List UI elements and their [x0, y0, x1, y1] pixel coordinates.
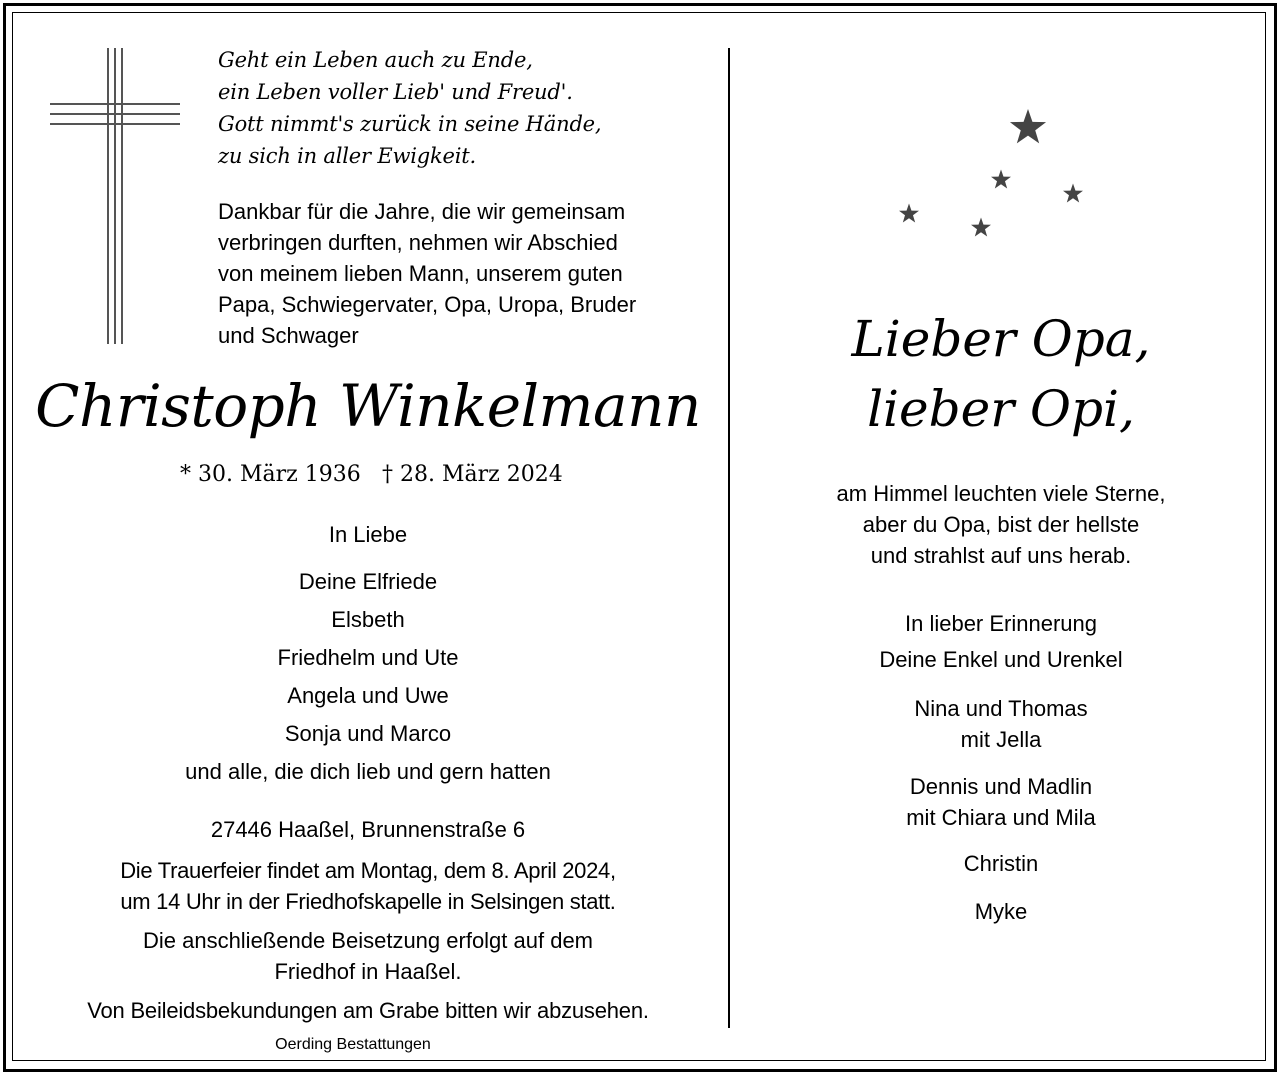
- funeral-info: [0, 855, 736, 917]
- mourner: Sonja und Marco: [284, 721, 452, 746]
- mourner: und alle, die dich lieb und gern hatten: [185, 759, 551, 784]
- thanks-line: und Schwager: [218, 323, 359, 348]
- verse: [218, 44, 601, 172]
- stars-decoration: [880, 100, 1100, 250]
- in-love-text: In Liebe: [328, 522, 408, 547]
- burial-info: [0, 925, 736, 987]
- mourner: Angela und Uwe: [287, 683, 449, 708]
- verse-line: ein Leben voller Lieb' und Freud'.: [218, 80, 573, 104]
- grandchild-group: [736, 771, 1266, 833]
- funeral-line: um 14 Uhr in der Friedhofskapelle in Selsingen statt.: [120, 889, 616, 914]
- deceased-name: Christoph Winkelmann: [35, 372, 701, 440]
- verse-line: Gott nimmt's zurück in seine Hände,: [218, 112, 602, 136]
- death-date: † 28. März 2024: [382, 462, 563, 487]
- star-icon: [991, 170, 1011, 189]
- stars-line: und strahlst auf uns herab.: [870, 543, 1132, 568]
- burial-line: Die anschließende Beisetzung erfolgt auf dem: [142, 928, 594, 953]
- undertaker: Oerding Bestattungen: [275, 1036, 431, 1053]
- memory-line: Deine Enkel und Urenkel: [879, 647, 1123, 672]
- in-love-label: [0, 520, 736, 550]
- grandchild-line: mit Jella: [960, 727, 1042, 752]
- thanks-line: von meinem lieben Mann, unserem guten: [218, 261, 623, 286]
- opa-title-line: lieber Opi,: [867, 380, 1135, 438]
- grandchild-line: Dennis und Madlin: [909, 774, 1093, 799]
- grandchild-group: [736, 848, 1266, 879]
- star-icon: [1063, 184, 1083, 203]
- star-icon: [899, 204, 919, 223]
- grandchild-line: Nina und Thomas: [914, 696, 1088, 721]
- thanks-line: Papa, Schwiegervater, Opa, Uropa, Bruder: [218, 292, 637, 317]
- verse-line: zu sich in aller Ewigkeit.: [218, 144, 476, 168]
- condolence-note: [0, 995, 736, 1026]
- thanks-paragraph: [218, 196, 636, 351]
- memory-text: [736, 606, 1266, 678]
- thanks-line: Dankbar für die Jahre, die wir gemeinsam: [218, 199, 626, 224]
- opa-title-line: Lieber Opa,: [851, 310, 1151, 368]
- mourner: Elsbeth: [331, 607, 405, 632]
- stars-line: am Himmel leuchten viele Sterne,: [836, 481, 1166, 506]
- address-text: 27446 Haaßel, Brunnenstraße 6: [210, 817, 526, 842]
- burial-line: Friedhof in Haaßel.: [274, 959, 462, 984]
- stars-text: [736, 478, 1266, 571]
- mourner: Deine Elfriede: [298, 569, 438, 594]
- stars-line: aber du Opa, bist der hellste: [862, 512, 1140, 537]
- mourners-list: [0, 563, 736, 791]
- grandchild-line: Myke: [974, 899, 1028, 924]
- grandchild-group: [736, 896, 1266, 927]
- condolence-text: Von Beileidsbekundungen am Grabe bitten wir abzusehen.: [87, 998, 649, 1023]
- star-icon: [971, 218, 991, 237]
- memory-line: In lieber Erinnerung: [904, 611, 1097, 636]
- grandchild-group: [736, 693, 1266, 755]
- thanks-line: verbringen durften, nehmen wir Abschied: [218, 230, 618, 255]
- address: [0, 815, 736, 845]
- grandchild-line: mit Chiara und Mila: [906, 805, 1096, 830]
- star-icon: [1010, 109, 1046, 143]
- cross-icon: [48, 46, 182, 348]
- grandchild-line: Christin: [963, 851, 1039, 876]
- funeral-line: Die Trauerfeier findet am Montag, dem 8. April 2024,: [120, 858, 616, 883]
- birth-date: * 30. März 1936: [180, 462, 361, 487]
- mourner: Friedhelm und Ute: [277, 645, 459, 670]
- verse-line: Geht ein Leben auch zu Ende,: [218, 48, 533, 72]
- opa-title: [736, 304, 1266, 444]
